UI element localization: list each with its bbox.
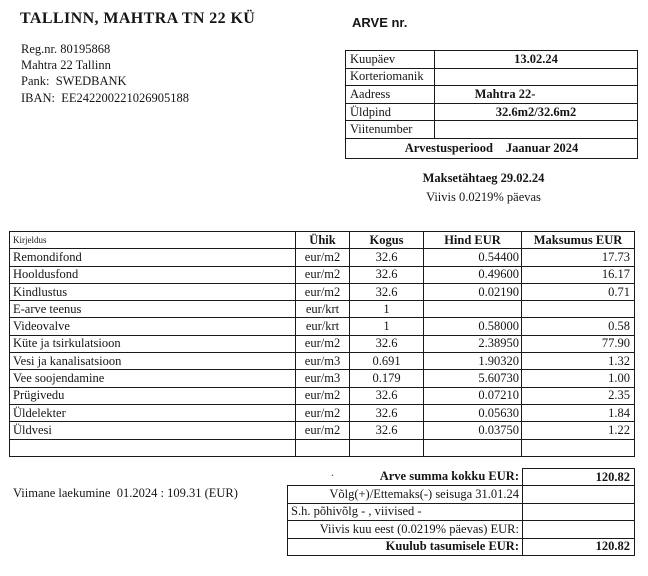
info-row-address	[346, 86, 638, 104]
summary-table	[287, 468, 635, 556]
info-row-area	[346, 103, 638, 121]
price-cell: 0.03750	[424, 422, 522, 439]
price-cell: 0.05630	[424, 404, 522, 421]
description-cell: Remondifond	[10, 249, 296, 266]
description-cell: Vesi ja kanalisatsioon	[10, 353, 296, 370]
col-header-unit: Ühik	[296, 232, 350, 249]
org-address: Mahtra 22 Tallinn	[21, 58, 111, 73]
description-cell: Hooldusfond	[10, 266, 296, 283]
page-title: TALLINN, MAHTRA TN 22 KÜ	[20, 10, 256, 27]
invoice-info-table	[345, 50, 638, 159]
total-value: 120.82	[523, 469, 635, 486]
price-cell: 0.49600	[424, 266, 522, 283]
amount-cell	[522, 439, 635, 456]
summary-balance-row	[288, 486, 635, 503]
charges-row	[10, 370, 635, 387]
info-value-date: 13.02.24	[435, 51, 638, 69]
description-cell: E-arve teenus	[10, 301, 296, 318]
charges-row	[10, 266, 635, 283]
description-cell: Vee soojendamine	[10, 370, 296, 387]
charges-row	[10, 249, 635, 266]
invoice-number-label: ARVE nr.	[352, 15, 408, 30]
payable-value: 120.82	[523, 538, 635, 555]
description-cell: Kindlustus	[10, 283, 296, 300]
info-label-owner: Korteriomanik	[346, 68, 435, 86]
quantity-cell: 32.6	[350, 249, 424, 266]
price-cell	[424, 439, 522, 456]
quantity-cell: 32.6	[350, 266, 424, 283]
unit-cell: eur/krt	[296, 301, 350, 318]
amount-cell: 0.58	[522, 318, 635, 335]
unit-cell: eur/m2	[296, 422, 350, 439]
unit-cell: eur/krt	[296, 318, 350, 335]
info-label-reference: Viitenumber	[346, 121, 435, 139]
quantity-cell: 32.6	[350, 283, 424, 300]
amount-cell: 16.17	[522, 266, 635, 283]
unit-cell	[296, 439, 350, 456]
amount-cell: 1.22	[522, 422, 635, 439]
unit-cell: eur/m3	[296, 370, 350, 387]
price-cell: 5.60730	[424, 370, 522, 387]
description-cell: Üldelekter	[10, 404, 296, 421]
amount-cell: 0.71	[522, 283, 635, 300]
col-header-description: Kirjeldus	[10, 232, 296, 249]
info-row-date	[346, 51, 638, 69]
amount-cell: 1.00	[522, 370, 635, 387]
charges-row	[10, 404, 635, 421]
info-label-area: Üldpind	[346, 103, 435, 121]
quantity-cell: 1	[350, 318, 424, 335]
amount-cell: 1.32	[522, 353, 635, 370]
payable-label: Kuulub tasumisele EUR:	[288, 538, 523, 555]
unit-cell: eur/m2	[296, 335, 350, 352]
charges-row	[10, 335, 635, 352]
charges-row	[10, 301, 635, 318]
last-payment-note: Viimane laekumine 01.2024 : 109.31 (EUR)	[13, 486, 238, 500]
org-bank: Pank: SWEDBANK	[21, 74, 127, 89]
summary-total-row	[288, 469, 635, 486]
info-row-reference	[346, 121, 638, 139]
quantity-cell	[350, 439, 424, 456]
price-cell: 0.02190	[424, 283, 522, 300]
charges-row	[10, 387, 635, 404]
amount-cell: 77.90	[522, 335, 635, 352]
description-cell: Küte ja tsirkulatsioon	[10, 335, 296, 352]
penalty-value	[523, 521, 635, 538]
total-label: Arve summa kokku EUR:	[379, 469, 519, 484]
charges-row	[10, 283, 635, 300]
col-header-quantity: Kogus	[350, 232, 424, 249]
balance-value	[523, 486, 635, 503]
unit-cell: eur/m3	[296, 353, 350, 370]
charges-header-row	[10, 232, 635, 249]
summary-principal-row	[288, 503, 635, 520]
quantity-cell: 32.6	[350, 404, 424, 421]
principal-label: S.h. põhivõlg - , viivised -	[288, 503, 523, 520]
col-header-price: Hind EUR	[424, 232, 522, 249]
price-cell: 1.90320	[424, 353, 522, 370]
stray-mark: .	[331, 465, 334, 479]
unit-cell: eur/m2	[296, 283, 350, 300]
org-reg-nr: Reg.nr. 80195868	[21, 42, 111, 56]
price-cell	[424, 301, 522, 318]
quantity-cell: 32.6	[350, 422, 424, 439]
charges-row	[10, 422, 635, 439]
info-label-address: Aadress	[346, 86, 435, 104]
price-cell: 0.58000	[424, 318, 522, 335]
unit-cell: eur/m2	[296, 387, 350, 404]
description-cell: Üldvesi	[10, 422, 296, 439]
info-value-address: Mahtra 22-	[435, 86, 638, 104]
summary-payable-row	[288, 538, 635, 555]
penalty-label: Viivis kuu eest (0.0219% päevas) EUR:	[288, 521, 523, 538]
summary-penalty-row	[288, 521, 635, 538]
info-value-owner	[435, 68, 638, 86]
charges-row-empty	[10, 439, 635, 456]
unit-cell: eur/m2	[296, 266, 350, 283]
quantity-cell: 32.6	[350, 387, 424, 404]
unit-cell: eur/m2	[296, 404, 350, 421]
quantity-cell: 0.179	[350, 370, 424, 387]
org-iban: IBAN: EE242200221026905188	[21, 90, 190, 105]
charges-table	[9, 231, 635, 457]
description-cell	[10, 439, 296, 456]
price-cell: 0.54400	[424, 249, 522, 266]
info-value-reference	[435, 121, 638, 139]
charges-row	[10, 353, 635, 370]
quantity-cell: 1	[350, 301, 424, 318]
unit-cell: eur/m2	[296, 249, 350, 266]
quantity-cell: 32.6	[350, 335, 424, 352]
info-row-owner	[346, 68, 638, 86]
principal-value	[523, 503, 635, 520]
description-cell: Prügivedu	[10, 387, 296, 404]
penalty-rate-line: Viivis 0.0219% päevas	[426, 189, 541, 204]
org-info-block	[21, 41, 189, 106]
billing-period-cell	[346, 138, 638, 158]
quantity-cell: 0.691	[350, 353, 424, 370]
amount-cell: 1.84	[522, 404, 635, 421]
amount-cell: 17.73	[522, 249, 635, 266]
amount-cell: 2.35	[522, 387, 635, 404]
description-cell: Videovalve	[10, 318, 296, 335]
info-label-date: Kuupäev	[346, 51, 435, 69]
balance-label: Võlg(+)/Ettemaks(-) seisuga 31.01.24	[288, 486, 523, 503]
charges-row	[10, 318, 635, 335]
due-block	[330, 169, 637, 206]
info-row-period	[346, 138, 638, 158]
period-value: Jaanuar 2024	[505, 140, 579, 155]
col-header-amount: Maksumus EUR	[522, 232, 635, 249]
due-date-line: Maksetähtaeg 29.02.24	[422, 171, 545, 185]
price-cell: 0.07210	[424, 387, 522, 404]
info-value-area: 32.6m2/32.6m2	[435, 103, 638, 121]
period-label: Arvestusperiood	[404, 140, 493, 155]
amount-cell	[522, 301, 635, 318]
price-cell: 2.38950	[424, 335, 522, 352]
